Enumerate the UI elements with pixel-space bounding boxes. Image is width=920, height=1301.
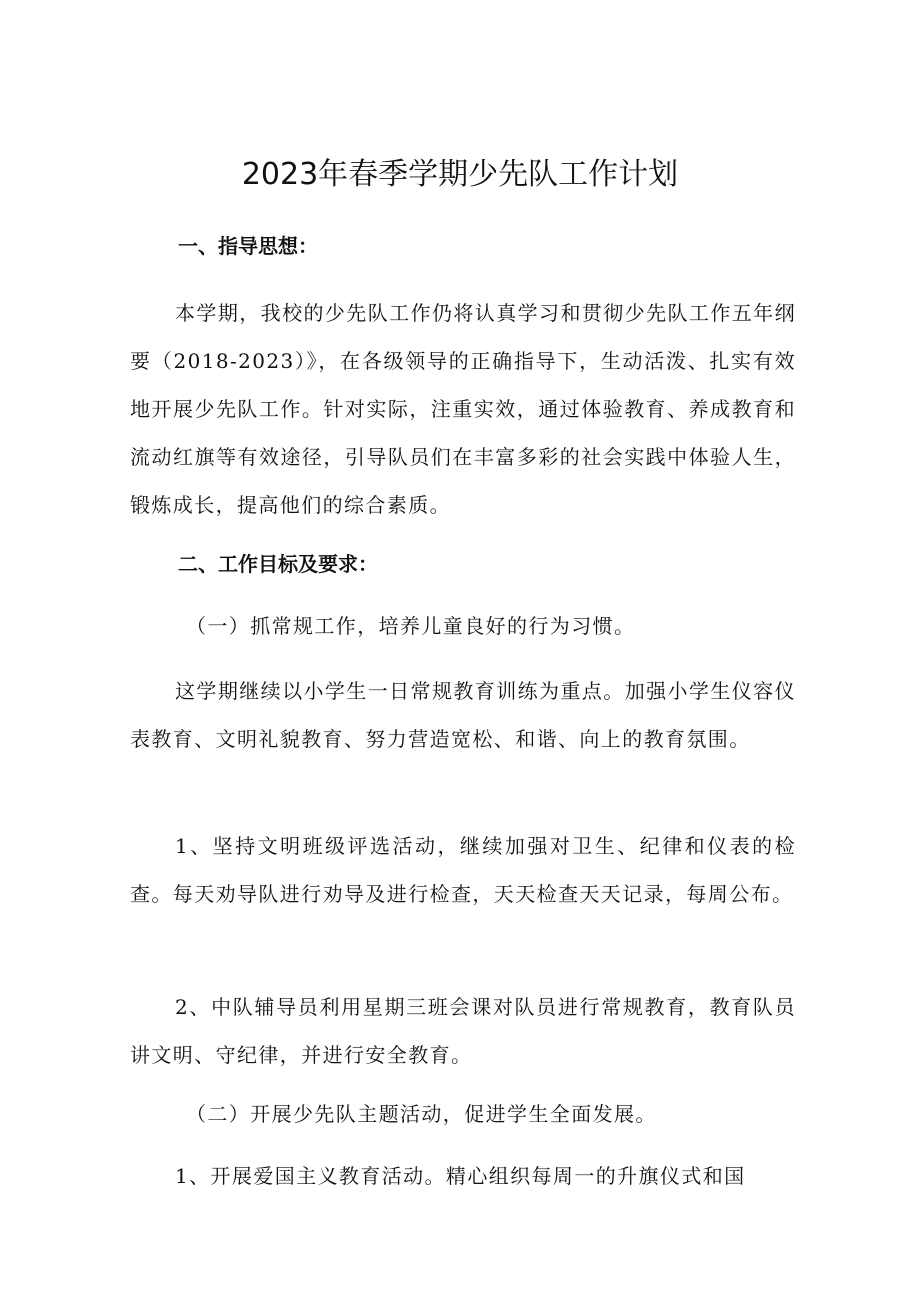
document-title: 2023年春季学期少先队工作计划 xyxy=(241,157,679,192)
subsection-heading-theme-activities: （二）开展少先队主题活动，促进学生全面发展。 xyxy=(186,1102,657,1126)
paragraph-routine-intro: 这学期继续以小学生一日常规教育训练为重点。加强小学生仪容仪表教育、文明礼貌教育、努力营造宽松、和谐、向上的教育氛围。 xyxy=(130,679,796,751)
section-heading-guiding-thought: 一、指导思想： xyxy=(178,234,318,258)
subsection-heading-routine-work: （一）抓常规工作，培养儿童良好的行为习惯。 xyxy=(186,614,636,638)
paragraph-item-class-meeting: 2、中队辅导员利用星期三班会课对队员进行常规教育，教育队员讲文明、守纪律，并进行安全教育。 xyxy=(130,995,796,1067)
paragraph-item-patriotic-education: 1、开展爱国主义教育活动。精心组织每周一的升旗仪式和国 xyxy=(175,1164,746,1188)
paragraph-item-civilized-class: 1、坚持文明班级评选活动，继续加强对卫生、纪律和仪表的检查。每天劝导队进行劝导及进行检查，天天检查天天记录，每周公布。 xyxy=(130,834,796,906)
section-heading-goals: 二、工作目标及要求： xyxy=(178,552,378,576)
paragraph-guiding-thought: 本学期，我校的少先队工作仍将认真学习和贯彻少先队工作五年纲要（2018-2023）》，在各级领导的正确指导下，生动活泼、扎实有效地开展少先队工作。针对实际，注重实效，通过体验教育、养成教育和流动红旗等有效途径，引导队员们在丰富多彩的社会实践中体验人生，锻炼成长，提高他们的综合素质。 xyxy=(130,301,796,517)
